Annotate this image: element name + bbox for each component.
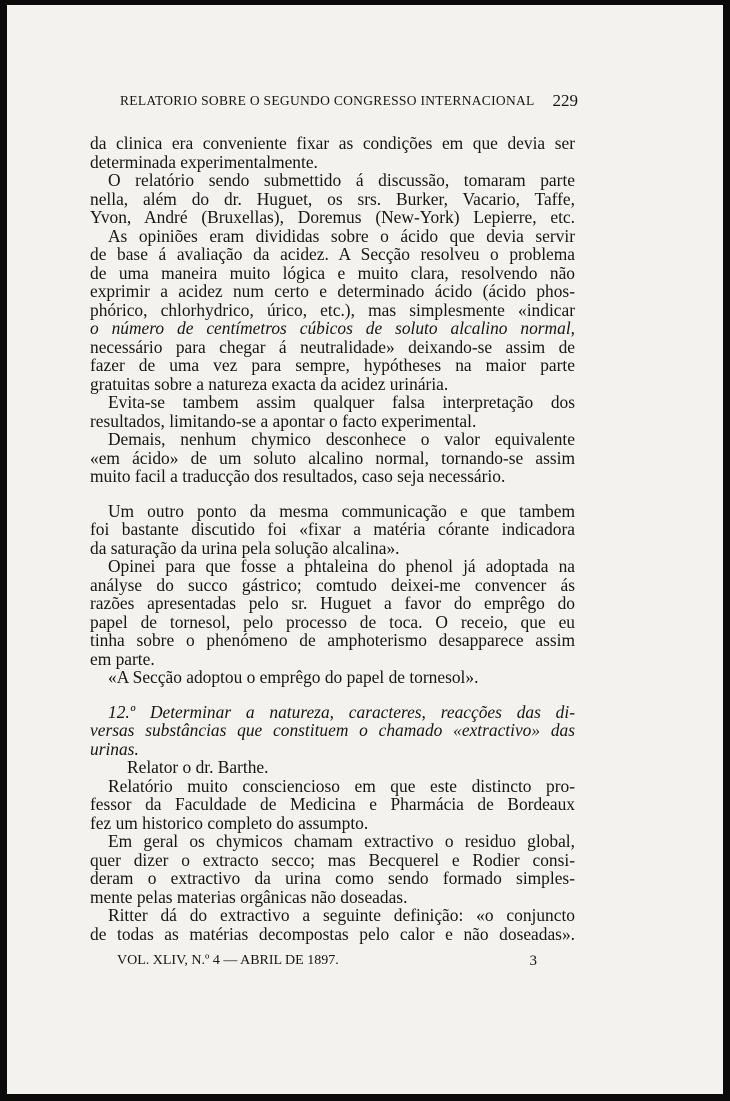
text-line: Relatório muito consciencioso em que este distincto pro- [108,775,575,796]
text-line: «A Secção adoptou o emprêgo do papel de tornesol». [108,667,479,687]
text-line: As opiniões eram divididas sobre o ácido que devia servir [108,225,575,246]
section-heading-line: versas substâncias que constituem o chamado «extractivo» das [90,720,575,740]
page-number: 229 [552,91,578,110]
text-line: deram o extractivo da urina como sendo formado simples- [90,868,575,888]
volume-info: VOL. XLIV, N.º 4 — ABRIL DE 1897. [117,953,339,968]
text-line: Ritter dá do extractivo a seguinte definição: «o conjuncto [108,905,575,925]
body-text [90,134,575,943]
text-line: fez um historico completo do assumpto. [90,812,369,833]
text-line: Evita-se tambem assim qualquer falsa interpretação dos [108,392,575,412]
text-line: Demais, nenhum chymico desconhece o valor equivalente [108,429,575,449]
text-line: anályse do succo gástrico; comtudo deixei-me convencer ás [90,574,575,595]
text-line: determinada experimentalmente. [90,151,318,172]
text-line: razões apresentadas pelo sr. Huguet a favor do emprêgo do [90,593,575,613]
book-page [7,5,723,1094]
text-line: O relatório sendo submettido á discussão, tomaram parte [108,170,575,190]
page-footer [117,953,537,969]
text-line: resultados, limitando-se a apontar o facto experimental. [90,410,477,431]
text-line: em parte. [90,648,155,669]
paragraph-gap [90,687,575,703]
text-line: fessor da Faculdade de Medicina e Pharmácia de Bordeaux [90,794,575,814]
text-line: papel de tornesol, pelo processo de toca. O receio, que eu [90,611,575,632]
text-line: quer dizer o extracto secco; mas Becquerel e Rodier consi- [90,849,575,870]
rapporteur-line: Relator o dr. Barthe. [127,757,269,777]
text-line: Opinei para que fosse a phtaleina do phenol já adoptada na [108,556,575,576]
text-line: da saturação da urina pela solução alcalina». [90,537,400,558]
text-line: fazer de uma vez para sempre, hypótheses na maior parte [90,355,575,375]
running-header [120,93,578,109]
paragraph-gap [90,486,575,502]
section-heading-line: urinas. [90,738,139,759]
text-line: nella, além do dr. Huguet, os srs. Burker, Vacario, Taffe, [90,188,575,209]
text-line: o número de centímetros cúbicos de soluto alcalino normal, [90,318,575,338]
text-line: phórico, chlorhydrico, úrico, etc.), mas simplesmente «indicar [90,299,575,320]
section-heading-line: 12.º Determinar a natureza, caracteres, reacções das di- [108,701,575,722]
text-line: exprimir a acidez num certo e determinado ácido (ácido phos- [90,281,575,301]
text-line: tinha sobre o phenómeno de amphoterismo desapparece assim [90,630,575,650]
text-line: «em ácido» de um soluto alcalino normal, tornando-se assim [90,447,575,468]
text-line: da clinica era conveniente fixar as condições em que devia ser [90,133,575,153]
text-line: Um outro ponto da mesma communicação e que tambem [108,500,575,521]
text-line: necessário para chegar á neutralidade» deixando-se assim de [90,336,575,357]
running-title: RELATORIO SOBRE O SEGUNDO CONGRESSO INTERNACIONAL [120,93,535,108]
text-line: muito facil a traducção dos resultados, caso seja necessário. [90,466,506,486]
text-line: foi bastante discutido foi «fixar a matéria córante indicadora [90,519,575,539]
text-line: Yvon, André (Bruxellas), Doremus (New-York) Lepierre, etc. [90,207,575,227]
text-line: de todas as matérias decompostas pelo calor e não doseadas». [90,923,575,944]
text-line: de uma maneira muito lógica e muito clara, resolvendo não [90,262,575,283]
text-line: Em geral os chymicos chamam extractivo o residuo global, [108,831,575,851]
text-line: de base á avaliação da acidez. A Secção resolveu o problema [90,244,575,264]
text-line: mente pelas materias orgânicas não doseadas. [90,886,408,907]
text-line: gratuitas sobre a natureza exacta da acidez urinária. [90,373,449,394]
sheet-number: 3 [529,953,537,969]
